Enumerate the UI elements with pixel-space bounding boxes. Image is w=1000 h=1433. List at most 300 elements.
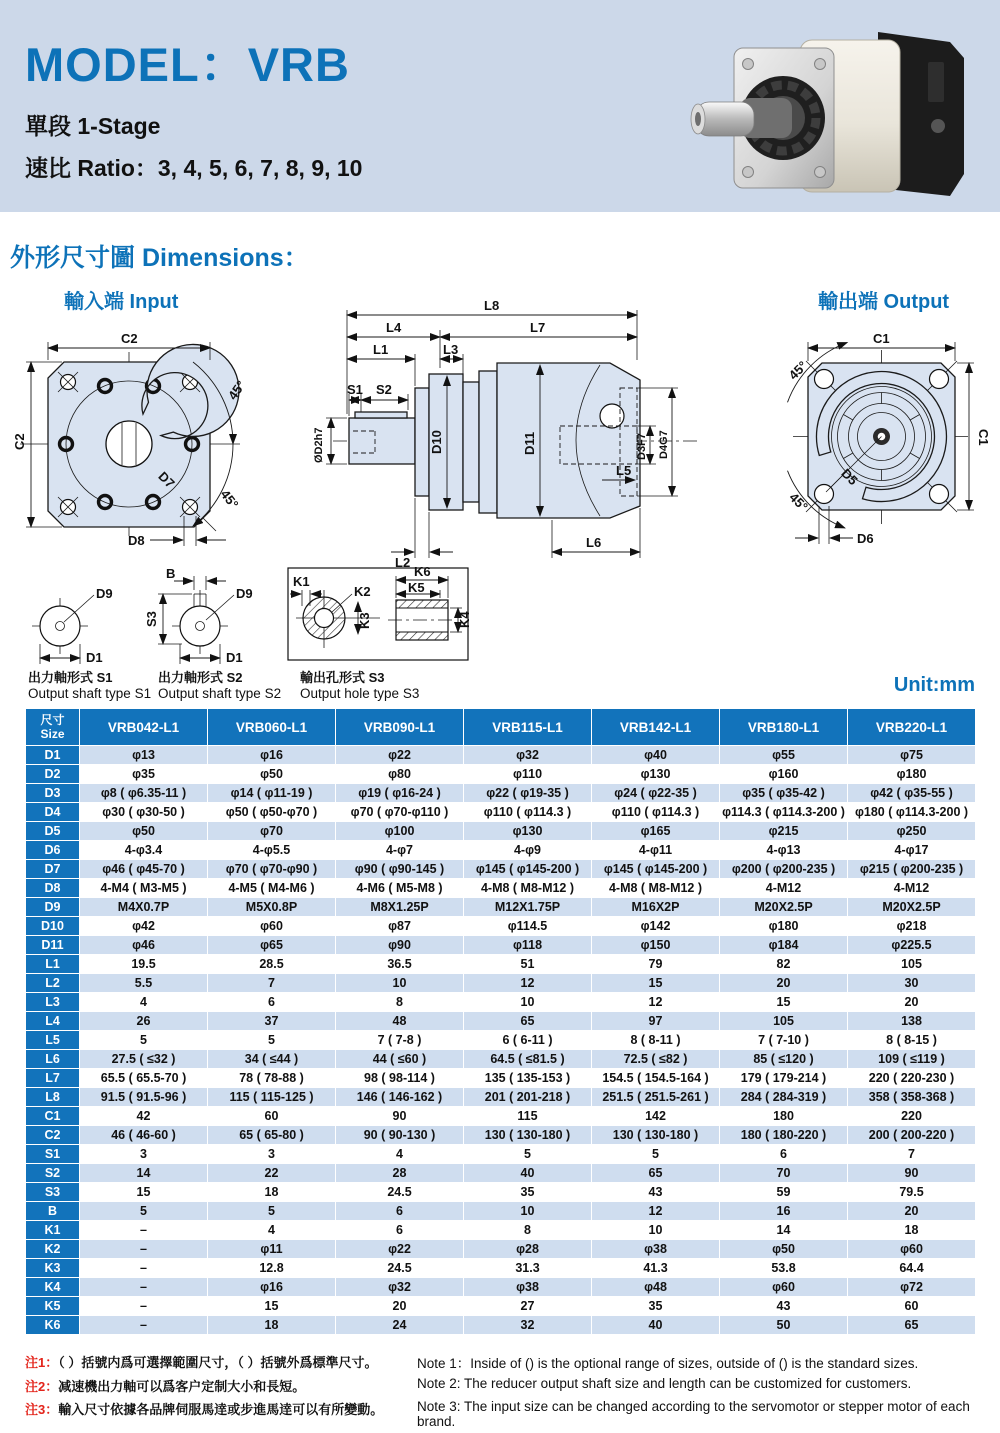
table-row — [26, 841, 976, 860]
spec-cell: φ80 — [336, 765, 464, 784]
dim-45-output-top: 45° — [785, 358, 811, 383]
spec-cell: φ48 — [592, 1278, 720, 1297]
spec-cell: 82 — [720, 955, 848, 974]
output-view-label: 輸出端 Output — [818, 291, 950, 313]
table-row — [26, 784, 976, 803]
table-row — [26, 955, 976, 974]
spec-cell: 20 — [720, 974, 848, 993]
hole-type-s3-drawing — [288, 564, 472, 701]
product-photo — [682, 14, 978, 216]
spec-cell: φ225.5 — [848, 936, 976, 955]
spec-cell: φ215 — [720, 822, 848, 841]
spec-cell: φ16 — [208, 1278, 336, 1297]
spec-cell: 8 — [464, 1221, 592, 1240]
input-view-drawing — [12, 331, 248, 548]
spec-cell: 146 ( 146-162 ) — [336, 1088, 464, 1107]
table-row — [26, 1164, 976, 1183]
spec-cell: 8 ( 8-15 ) — [848, 1031, 976, 1050]
spec-cell: φ70 — [208, 822, 336, 841]
note-chinese: 注1：（ ）括號内爲可選擇範圍尺寸，（ ）括號外爲標準尺寸。 — [25, 1355, 378, 1370]
dim-45-input-top: 45° — [224, 377, 249, 403]
spec-cell: 90 ( 90-130 ) — [336, 1126, 464, 1145]
table-row — [26, 1126, 976, 1145]
spec-cell: 3 — [80, 1145, 208, 1164]
spec-cell: 5 — [80, 1202, 208, 1221]
spec-cell: 6 ( 6-11 ) — [464, 1031, 592, 1050]
spec-cell: 15 — [720, 993, 848, 1012]
spec-cell: 64.4 — [848, 1259, 976, 1278]
spec-cell: φ60 — [208, 917, 336, 936]
spec-cell: 65 ( 65-80 ) — [208, 1126, 336, 1145]
table-row — [26, 1145, 976, 1164]
table-row — [26, 974, 976, 993]
table-header-row — [26, 709, 976, 746]
spec-cell: φ14 ( φ11-19 ) — [208, 784, 336, 803]
spec-cell: 65 — [592, 1164, 720, 1183]
row-label: D8 — [26, 879, 80, 898]
row-label: D6 — [26, 841, 80, 860]
spec-cell: 34 ( ≤44 ) — [208, 1050, 336, 1069]
gearbox-shaft — [691, 98, 792, 138]
dim-k6: K6 — [414, 564, 431, 579]
spec-cell: 32 — [464, 1316, 592, 1335]
spec-cell: φ87 — [336, 917, 464, 936]
spec-cell: 10 — [592, 1221, 720, 1240]
row-label: D9 — [26, 898, 80, 917]
row-label: L7 — [26, 1069, 80, 1088]
spec-cell: 43 — [720, 1297, 848, 1316]
spec-cell: 115 — [464, 1107, 592, 1126]
spec-cell: 27 — [464, 1297, 592, 1316]
spec-cell: 6 — [720, 1145, 848, 1164]
spec-cell: 28.5 — [208, 955, 336, 974]
row-label: D2 — [26, 765, 80, 784]
spec-cell: M12X1.75P — [464, 898, 592, 917]
model-column-header: VRB115-L1 — [464, 709, 592, 746]
note-chinese: 注3：輸入尺寸依據各品牌伺服馬逹或步進馬逹可以有所變動。 — [25, 1402, 384, 1417]
dim-d9-s2: D9 — [236, 586, 253, 601]
dim-c1-top: C1 — [873, 331, 890, 346]
spec-cell: 30 — [848, 974, 976, 993]
spec-cell: 59 — [720, 1183, 848, 1202]
spec-cell: 8 — [336, 993, 464, 1012]
spec-cell: 201 ( 201-218 ) — [464, 1088, 592, 1107]
table-row — [26, 993, 976, 1012]
dim-s1: S1 — [347, 382, 363, 397]
model-column-header: VRB090-L1 — [336, 709, 464, 746]
table-row — [26, 1183, 976, 1202]
model-column-header: VRB060-L1 — [208, 709, 336, 746]
spec-cell: 60 — [848, 1297, 976, 1316]
model-column-header: VRB220-L1 — [848, 709, 976, 746]
size-header — [26, 709, 80, 746]
model-column-header: VRB180-L1 — [720, 709, 848, 746]
spec-cell: 4-M12 — [720, 879, 848, 898]
spec-cell: φ150 — [592, 936, 720, 955]
spec-cell: φ110 ( φ114.3 ) — [464, 803, 592, 822]
spec-cell: φ55 — [720, 746, 848, 765]
row-label: S2 — [26, 1164, 80, 1183]
spec-cell: 51 — [464, 955, 592, 974]
spec-cell: φ38 — [592, 1240, 720, 1259]
spec-cell: φ114.3 ( φ114.3-200 ) — [720, 803, 848, 822]
spec-cell: 26 — [80, 1012, 208, 1031]
dim-l1: L1 — [373, 342, 389, 357]
row-label: L3 — [26, 993, 80, 1012]
spec-cell: 4-φ3.4 — [80, 841, 208, 860]
spec-cell: 6 — [336, 1202, 464, 1221]
spec-cell: 65 — [464, 1012, 592, 1031]
dim-b: B — [166, 566, 176, 581]
table-row — [26, 1050, 976, 1069]
spec-cell: 7 — [848, 1145, 976, 1164]
spec-cell: 5 — [208, 1202, 336, 1221]
table-row — [26, 822, 976, 841]
dim-l3: L3 — [443, 342, 459, 357]
spec-cell: M8X1.25P — [336, 898, 464, 917]
spec-cell: 7 — [208, 974, 336, 993]
spec-cell: M20X2.5P — [720, 898, 848, 917]
spec-cell: 12 — [592, 1202, 720, 1221]
row-label: L4 — [26, 1012, 80, 1031]
spec-cell: 90 — [336, 1107, 464, 1126]
spec-cell: φ90 — [336, 936, 464, 955]
spec-cell: φ38 — [464, 1278, 592, 1297]
table-row — [26, 898, 976, 917]
spec-cell: φ22 — [336, 1240, 464, 1259]
spec-cell: 65 — [848, 1316, 976, 1335]
dim-l7: L7 — [530, 320, 546, 335]
spec-cell: 31.3 — [464, 1259, 592, 1278]
spec-cell: φ110 ( φ114.3 ) — [592, 803, 720, 822]
spec-cell: 53.8 — [720, 1259, 848, 1278]
row-label: K4 — [26, 1278, 80, 1297]
spec-cell: 15 — [592, 974, 720, 993]
table-row — [26, 879, 976, 898]
dim-l2: L2 — [395, 555, 411, 570]
spec-cell: 179 ( 179-214 ) — [720, 1069, 848, 1088]
table-row — [26, 936, 976, 955]
spec-cell: φ40 — [592, 746, 720, 765]
note-label: 注2： — [25, 1379, 59, 1394]
spec-cell: 4-φ13 — [720, 841, 848, 860]
spec-cell: φ218 — [848, 917, 976, 936]
spec-cell: φ50 — [80, 822, 208, 841]
stage-line: 單段 1-Stage — [25, 113, 161, 139]
note-label: 注3： — [25, 1402, 59, 1417]
table-row — [26, 1259, 976, 1278]
spec-cell: 44 ( ≤60 ) — [336, 1050, 464, 1069]
spec-cell: 4-M6 ( M5-M8 ) — [336, 879, 464, 898]
table-row — [26, 1202, 976, 1221]
dim-d3f7: D3F7 — [636, 433, 648, 460]
spec-cell: 130 ( 130-180 ) — [592, 1126, 720, 1145]
dim-l4: L4 — [386, 320, 402, 335]
table-row — [26, 803, 976, 822]
spec-cell: φ60 — [720, 1278, 848, 1297]
unit-label: Unit:mm — [893, 674, 975, 696]
spec-cell: 10 — [464, 1202, 592, 1221]
spec-cell: φ145 ( φ145-200 ) — [464, 860, 592, 879]
note-row — [25, 1376, 985, 1395]
spec-cell: φ35 ( φ35-42 ) — [720, 784, 848, 803]
spec-cell: φ11 — [208, 1240, 336, 1259]
spec-cell: 16 — [720, 1202, 848, 1221]
spec-cell: φ180 ( φ114.3-200 ) — [848, 803, 976, 822]
spec-cell: 4-φ11 — [592, 841, 720, 860]
spec-cell: 18 — [208, 1316, 336, 1335]
row-label: K3 — [26, 1259, 80, 1278]
dim-k5: K5 — [408, 580, 425, 595]
spec-cell: 46 ( 46-60 ) — [80, 1126, 208, 1145]
spec-cell: 12 — [592, 993, 720, 1012]
spec-cell: φ100 — [336, 822, 464, 841]
dimension-drawings — [0, 268, 1000, 708]
spec-cell: 14 — [80, 1164, 208, 1183]
shaft-type-s1-drawing — [28, 586, 151, 701]
spec-cell: 20 — [336, 1297, 464, 1316]
dimensions-section-title: 外形尺寸圖 Dimensions： — [10, 244, 309, 272]
note-english: Note 2: The reducer output shaft size and length can be customized for customers. — [417, 1376, 912, 1391]
spec-cell: 36.5 — [336, 955, 464, 974]
spec-cell: 105 — [848, 955, 976, 974]
spec-cell: φ118 — [464, 936, 592, 955]
row-label: S3 — [26, 1183, 80, 1202]
note-english: Note 3: The input size can be changed according to the servomotor or stepper motor of each brand. — [417, 1399, 970, 1429]
spec-cell: 5 — [80, 1031, 208, 1050]
spec-cell: 78 ( 78-88 ) — [208, 1069, 336, 1088]
spec-cell: 358 ( 358-368 ) — [848, 1088, 976, 1107]
dim-l6: L6 — [586, 535, 602, 550]
spec-cell: 3 — [208, 1145, 336, 1164]
spec-cell: 64.5 ( ≤81.5 ) — [464, 1050, 592, 1069]
spec-cell: 90 — [848, 1164, 976, 1183]
spec-table — [25, 708, 976, 1335]
row-label: C2 — [26, 1126, 80, 1145]
spec-cell: φ114.5 — [464, 917, 592, 936]
spec-cell: 115 ( 115-125 ) — [208, 1088, 336, 1107]
spec-cell: 5 — [464, 1145, 592, 1164]
shaft-s1-caption-en: Output shaft type S1 — [28, 686, 152, 701]
spec-cell: φ90 ( φ90-145 ) — [336, 860, 464, 879]
spec-cell: 12 — [464, 974, 592, 993]
spec-cell: φ165 — [592, 822, 720, 841]
spec-cell: M20X2.5P — [848, 898, 976, 917]
table-row — [26, 1316, 976, 1335]
spec-cell: 10 — [336, 974, 464, 993]
spec-cell: 40 — [464, 1164, 592, 1183]
spec-cell: 72.5 ( ≤82 ) — [592, 1050, 720, 1069]
spec-cell: φ180 — [720, 917, 848, 936]
spec-cell: M16X2P — [592, 898, 720, 917]
spec-cell: φ184 — [720, 936, 848, 955]
row-label: K5 — [26, 1297, 80, 1316]
table-row — [26, 1297, 976, 1316]
spec-cell: 4-M4 ( M3-M5 ) — [80, 879, 208, 898]
spec-cell: 138 — [848, 1012, 976, 1031]
dim-d1-s2: D1 — [226, 650, 243, 665]
spec-cell: 22 — [208, 1164, 336, 1183]
spec-cell: φ42 ( φ35-55 ) — [848, 784, 976, 803]
spec-cell: – — [80, 1297, 208, 1316]
dim-d4g7: D4G7 — [658, 430, 670, 459]
side-section-drawing — [313, 298, 700, 570]
table-row — [26, 1031, 976, 1050]
spec-cell: 142 — [592, 1107, 720, 1126]
page-title: MODEL：VRB — [25, 38, 350, 91]
spec-cell: 19.5 — [80, 955, 208, 974]
spec-cell: 27.5 ( ≤32 ) — [80, 1050, 208, 1069]
spec-cell: φ75 — [848, 746, 976, 765]
dim-k4: K4 — [457, 611, 472, 628]
hole-s3-caption-en: Output hole type S3 — [300, 686, 420, 701]
table-row — [26, 746, 976, 765]
row-label: D11 — [26, 936, 80, 955]
size-header-en: Size — [40, 727, 65, 741]
note-row — [25, 1352, 985, 1372]
spec-cell: 220 — [848, 1107, 976, 1126]
dim-c2-left: C2 — [12, 433, 27, 450]
row-label: D3 — [26, 784, 80, 803]
dim-45-output-bottom: 45° — [786, 489, 811, 515]
table-row — [26, 1107, 976, 1126]
row-label: D10 — [26, 917, 80, 936]
spec-cell: φ16 — [208, 746, 336, 765]
row-label: K1 — [26, 1221, 80, 1240]
spec-cell: φ130 — [464, 822, 592, 841]
row-label: L5 — [26, 1031, 80, 1050]
spec-cell: 135 ( 135-153 ) — [464, 1069, 592, 1088]
spec-cell: 180 ( 180-220 ) — [720, 1126, 848, 1145]
spec-cell: φ46 — [80, 936, 208, 955]
spec-cell: 12.8 — [208, 1259, 336, 1278]
row-label: D4 — [26, 803, 80, 822]
spec-cell: 4-φ9 — [464, 841, 592, 860]
spec-cell: φ200 ( φ200-235 ) — [720, 860, 848, 879]
spec-cell: 14 — [720, 1221, 848, 1240]
spec-cell: 43 — [592, 1183, 720, 1202]
spec-cell: 65.5 ( 65.5-70 ) — [80, 1069, 208, 1088]
spec-cell: φ28 — [464, 1240, 592, 1259]
note-row — [25, 1399, 985, 1429]
spec-cell: φ50 ( φ50-φ70 ) — [208, 803, 336, 822]
row-label: K6 — [26, 1316, 80, 1335]
spec-cell: 6 — [336, 1221, 464, 1240]
shaft-s2-caption-cn: 出力軸形式 S2 — [158, 670, 243, 685]
spec-cell: 40 — [592, 1316, 720, 1335]
row-label: L2 — [26, 974, 80, 993]
table-row — [26, 765, 976, 784]
spec-cell: – — [80, 1278, 208, 1297]
spec-cell: 79.5 — [848, 1183, 976, 1202]
spec-cell: φ215 ( φ200-235 ) — [848, 860, 976, 879]
spec-cell: φ42 — [80, 917, 208, 936]
spec-cell: 79 — [592, 955, 720, 974]
spec-cell: 251.5 ( 251.5-261 ) — [592, 1088, 720, 1107]
size-header-cn: 尺寸 — [40, 713, 65, 727]
shaft-type-s2-drawing — [144, 566, 281, 701]
spec-cell: 4 — [208, 1221, 336, 1240]
table-row — [26, 1240, 976, 1259]
spec-cell: 41.3 — [592, 1259, 720, 1278]
row-label: L1 — [26, 955, 80, 974]
spec-cell: 24.5 — [336, 1259, 464, 1278]
spec-cell: 18 — [208, 1183, 336, 1202]
shaft-s2-caption-en: Output shaft type S2 — [158, 686, 282, 701]
spec-cell: – — [80, 1221, 208, 1240]
table-row — [26, 1088, 976, 1107]
table-row — [26, 1278, 976, 1297]
dim-d10: D10 — [429, 430, 444, 454]
dim-l5: L5 — [616, 463, 632, 478]
spec-cell: φ160 — [720, 765, 848, 784]
spec-cell: φ250 — [848, 822, 976, 841]
row-label: D7 — [26, 860, 80, 879]
notes-section — [25, 1352, 985, 1433]
spec-cell: φ130 — [592, 765, 720, 784]
spec-cell: 91.5 ( 91.5-96 ) — [80, 1088, 208, 1107]
spec-cell: 60 — [208, 1107, 336, 1126]
spec-cell: M4X0.7P — [80, 898, 208, 917]
spec-cell: 85 ( ≤120 ) — [720, 1050, 848, 1069]
spec-cell: φ180 — [848, 765, 976, 784]
spec-cell: 15 — [80, 1183, 208, 1202]
dim-d5: D5 — [838, 465, 861, 489]
spec-cell: 28 — [336, 1164, 464, 1183]
spec-cell: 35 — [592, 1297, 720, 1316]
dim-shaft-dia: ØD2h7 — [313, 427, 325, 463]
spec-cell: φ50 — [208, 765, 336, 784]
spec-cell: 5.5 — [80, 974, 208, 993]
dim-k2: K2 — [354, 584, 371, 599]
spec-cell: φ35 — [80, 765, 208, 784]
spec-cell: 10 — [464, 993, 592, 1012]
spec-cell: 70 — [720, 1164, 848, 1183]
spec-cell: φ32 — [336, 1278, 464, 1297]
hole-s3-caption-cn: 輸出孔形式 S3 — [300, 670, 385, 685]
row-label: C1 — [26, 1107, 80, 1126]
dim-d8: D8 — [128, 533, 145, 548]
dim-45-input-bottom: 45° — [217, 486, 242, 512]
spec-cell: φ24 ( φ22-35 ) — [592, 784, 720, 803]
row-label: L6 — [26, 1050, 80, 1069]
row-label: D1 — [26, 746, 80, 765]
spec-cell: 4 — [336, 1145, 464, 1164]
spec-cell: φ8 ( φ6.35-11 ) — [80, 784, 208, 803]
dim-k3: K3 — [357, 612, 372, 629]
table-row — [26, 860, 976, 879]
spec-cell: φ70 ( φ70-φ90 ) — [208, 860, 336, 879]
spec-cell: φ19 ( φ16-24 ) — [336, 784, 464, 803]
model-column-header: VRB142-L1 — [592, 709, 720, 746]
spec-cell: 4-φ17 — [848, 841, 976, 860]
dim-s3-left: S3 — [144, 611, 159, 627]
spec-cell: 42 — [80, 1107, 208, 1126]
spec-cell: φ60 — [848, 1240, 976, 1259]
row-label: S1 — [26, 1145, 80, 1164]
header-band — [0, 0, 1000, 212]
note-english: Note 1：Inside of () is the optional range of sizes, outside of () is the standard sizes. — [417, 1356, 919, 1371]
spec-cell: 98 ( 98-114 ) — [336, 1069, 464, 1088]
dim-d9-s1: D9 — [96, 586, 113, 601]
spec-cell: φ70 ( φ70-φ110 ) — [336, 803, 464, 822]
spec-cell: M5X0.8P — [208, 898, 336, 917]
spec-cell: 97 — [592, 1012, 720, 1031]
spec-cell: 7 ( 7-8 ) — [336, 1031, 464, 1050]
spec-cell: – — [80, 1240, 208, 1259]
dim-d6: D6 — [857, 531, 874, 546]
spec-cell: 4-φ7 — [336, 841, 464, 860]
